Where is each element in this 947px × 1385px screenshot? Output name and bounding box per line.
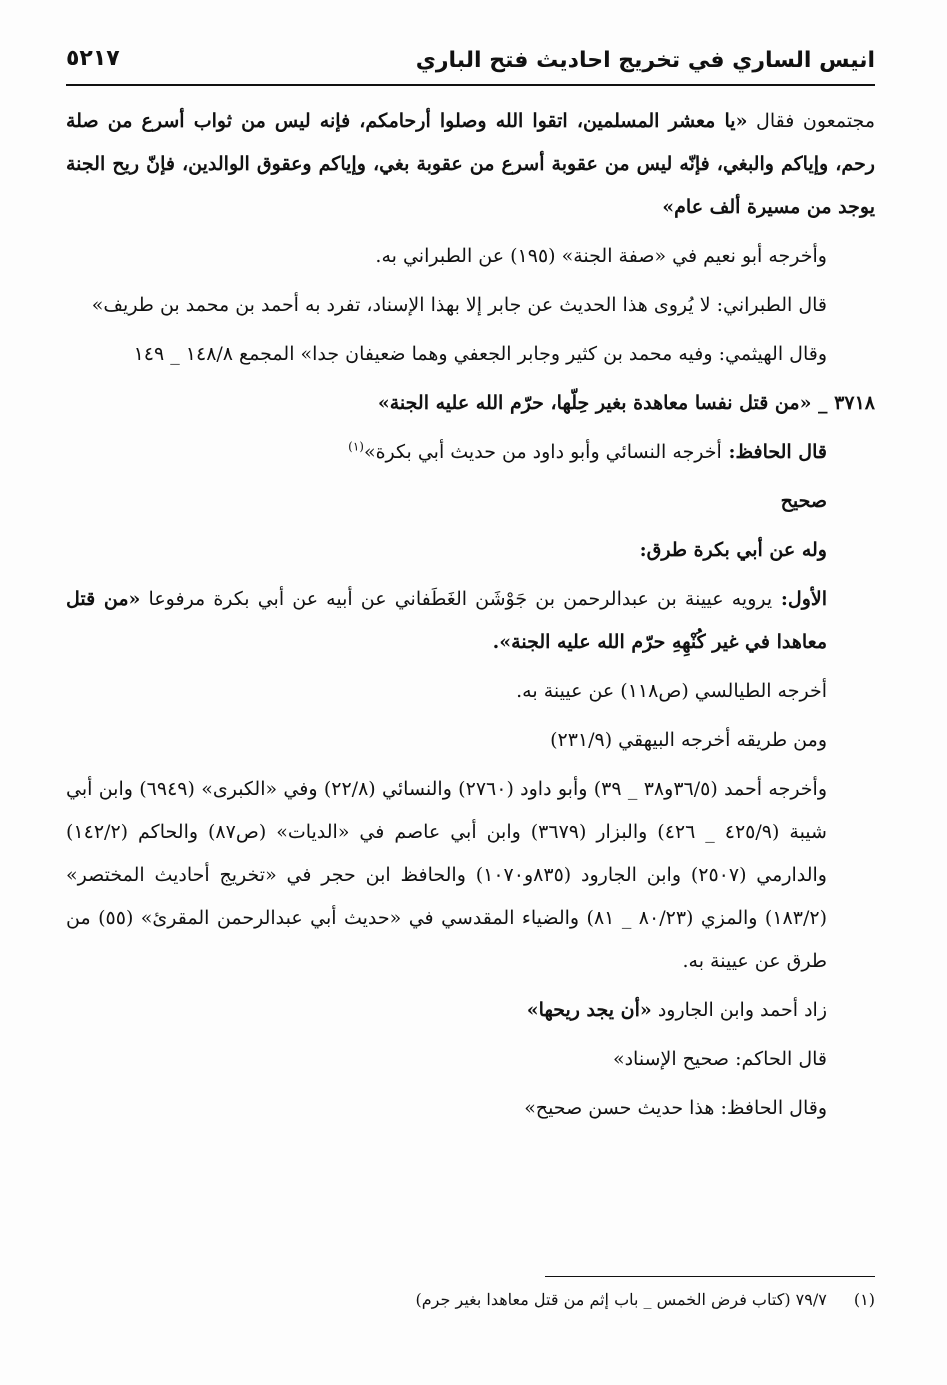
footnote-number: (١) — [853, 1290, 875, 1309]
text-span: وقال الحافظ: هذا حديث حسن صحيح» — [524, 1097, 827, 1119]
paragraph-p10 — [66, 670, 875, 713]
paragraph-p5 — [66, 382, 875, 425]
paragraph-p9 — [66, 578, 875, 664]
paragraph-p12 — [66, 768, 875, 983]
text-span: قال الطبراني: لا يُروى هذا الحديث عن جابر إلا بهذا الإسناد، تفرد به أحمد بن محمد بن طريف» — [91, 294, 827, 316]
paragraph-p1 — [66, 100, 875, 229]
paragraph-p3 — [66, 284, 875, 327]
footnote-text: ٧٩/٧ (كتاب فرض الخمس _ باب إثم من قتل معاهدا بغير جرم) — [415, 1290, 827, 1309]
text-span: ومن طريقه أخرجه البيهقي (٢٣١/٩) — [550, 729, 827, 751]
text-span: مجتمعون فقال — [747, 110, 875, 132]
text-span: قال الحاكم: صحيح الإسناد» — [612, 1048, 827, 1070]
footnote — [416, 1290, 875, 1309]
text-span: يرويه عيينة بن عبدالرحمن بن جَوْشَن الغَطَفاني عن أبيه عن أبي بكرة مرفوعا — [140, 588, 773, 610]
text-span: أخرجه النسائي وأبو داود من حديث أبي بكرة» — [363, 441, 722, 463]
text-span: الأول: — [772, 588, 827, 610]
text-span: قال الحافظ: — [721, 441, 827, 463]
text-span: وأخرجه أبو نعيم في «صفة الجنة» (١٩٥) عن الطبراني به. — [375, 245, 827, 267]
footnote-rule — [545, 1276, 875, 1277]
text-span: ٣٧١٨ _ «من قتل نفسا معاهدة بغير حِلّها، حرّم الله عليه الجنة» — [377, 392, 875, 414]
page-number: ٥٢١٧ — [66, 46, 120, 71]
paragraph-p4 — [66, 333, 875, 376]
running-title: انيس الساري في تخريج احاديث فتح الباري — [415, 48, 875, 73]
paragraph-p2 — [66, 235, 875, 278]
paragraph-p13 — [66, 989, 875, 1032]
paragraph-p14 — [66, 1038, 875, 1081]
text-span: «يا معشر المسلمين، اتقوا الله وصلوا أرحامكم، فإنه ليس من ثواب أسرع من صلة رحم، وإياكم والبغي، فإنّه ليس من عقوبة أسرع من عقوبة بغي، وإياكم وعقوق الوالدين، فإنّ ريح الجنة يوجد من مسيرة ألف عام» — [66, 110, 875, 218]
text-span: «أن يجد ريحها» — [526, 999, 652, 1021]
paragraph-p11 — [66, 719, 875, 762]
paragraph-p7 — [66, 480, 875, 523]
footnote-marker: (١) — [348, 439, 364, 454]
text-span: وله عن أبي بكرة طرق: — [639, 539, 827, 561]
text-span: وقال الهيثمي: وفيه محمد بن كثير وجابر الجعفي وهما ضعيفان جدا» المجمع ١٤٨/٨ _ ١٤٩ — [133, 343, 827, 365]
header-rule — [66, 84, 875, 86]
text-span: «من قتل معاهدا في غير كُنْهِهِ حرّم الله عليه الجنة». — [66, 588, 827, 653]
paragraph-p8 — [66, 529, 875, 572]
text-span: وأخرجه أحمد (٣٦/٥و٣٨ _ ٣٩) وأبو داود (٢٧٦٠) والنسائي (٢٢/٨) وفي «الكبرى» (٦٩٤٩) وابن أبي شيبة (٤٢٥/٩ _ ٤٢٦) والبزار (٣٦٧٩) وابن أبي عاصم في «الديات» (ص٨٧) والحاكم (١٤٢/٢) والدارمي (٢٥٠٧) وابن الجارود (٨٣٥و١٠٧٠) والحافظ ابن حجر في «تخريج أحاديث المختصر» (١٨٣/٢) والمزي (٨٠/٢٣ _ ٨١) والضياء المقدسي في «حديث أبي عبدالرحمن المقرئ» (٥٥) من طرق عن عيينة به. — [66, 778, 828, 972]
paragraph-p6 — [66, 431, 875, 474]
text-span: أخرجه الطيالسي (ص١١٨) عن عيينة به. — [516, 680, 827, 702]
paragraph-p15 — [66, 1087, 875, 1130]
body-text — [66, 100, 875, 1136]
text-span: زاد أحمد وابن الجارود — [651, 999, 827, 1021]
text-span: صحيح — [780, 490, 827, 512]
